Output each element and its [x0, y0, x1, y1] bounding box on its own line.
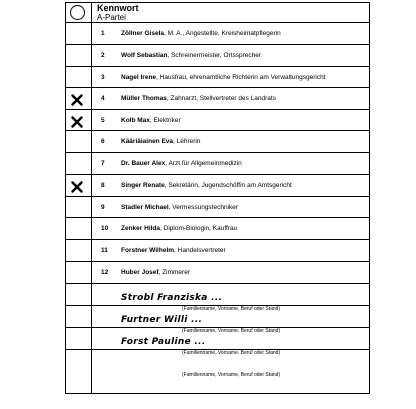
vote-cross-icon [71, 180, 83, 192]
candidate-entry [121, 225, 237, 232]
write-in-hint: (Familienname, Vorname, Beruf oder Stand) [182, 328, 281, 334]
candidate-name: Singer Renate [121, 182, 165, 189]
candidate-number: 3 [101, 73, 105, 81]
candidate-row[interactable] [65, 23, 370, 45]
candidate-row[interactable] [65, 153, 370, 175]
candidate-name: Kääriäiainen Eva [121, 138, 174, 145]
candidate-entry [121, 74, 326, 81]
candidate-entry [121, 138, 201, 145]
candidate-name: Wolf Sebastian [121, 52, 168, 59]
candidate-row[interactable] [65, 88, 370, 110]
candidate-number: 11 [101, 247, 108, 254]
candidate-name: Huber Josef [121, 269, 159, 276]
candidate-entry [121, 30, 281, 37]
candidate-name: Zöllner Gisela [121, 30, 164, 37]
candidate-entry [121, 247, 226, 254]
candidate-row[interactable] [65, 240, 370, 262]
candidate-number: 6 [101, 138, 105, 145]
candidate-description: , Zimmerer [158, 269, 190, 276]
candidate-number: 8 [101, 182, 105, 189]
party-name: A-Partei [97, 13, 126, 22]
candidate-row[interactable] [65, 131, 370, 153]
candidate-entry [121, 204, 238, 211]
candidate-entry [121, 95, 276, 102]
write-in-name: Furtner Willi ... [121, 315, 203, 325]
candidate-row[interactable] [65, 45, 370, 67]
kennwort-label: Kennwort [97, 3, 139, 13]
candidate-name: Stadler Michael [121, 203, 169, 211]
party-vote-circle[interactable] [70, 5, 85, 20]
candidate-number: 9 [101, 203, 105, 211]
candidate-description: , M. A., Angestellte, Kreisheimatpflegerin [164, 30, 281, 37]
candidate-row[interactable] [65, 262, 370, 284]
candidate-entry [121, 117, 181, 124]
candidate-number: 2 [101, 52, 105, 59]
candidate-row[interactable] [65, 218, 370, 240]
candidate-description: , Lehrerin [173, 138, 201, 145]
candidate-row[interactable] [65, 197, 370, 218]
candidate-description: , Diplom-Biologin, Kauffrau [160, 225, 238, 232]
candidate-number: 10 [101, 225, 109, 232]
candidate-description: , Arzt für Allgemeinmedizin [165, 160, 242, 167]
candidate-description: , Vermessungstechniker [168, 203, 239, 211]
candidate-name: Dr. Bauer Alex [121, 160, 166, 167]
candidate-description: , Zahnarzt, Stellvertreter des Landrats [166, 95, 276, 102]
candidate-description: , Schreinermeister, Ortssprecher [167, 52, 262, 59]
candidate-row[interactable] [65, 67, 370, 88]
candidate-description: , Elektriker [149, 116, 181, 124]
candidate-name: Nagel Irene [121, 73, 157, 81]
write-in-name: Forst Pauline ... [121, 337, 206, 347]
candidate-row[interactable] [65, 175, 370, 197]
vote-cross-icon [71, 115, 83, 127]
write-in-hint: (Familienname, Vorname, Beruf oder Stand) [182, 350, 281, 356]
candidate-number: 4 [101, 95, 105, 102]
candidate-name: Zenker Hilda [121, 225, 161, 232]
write-in-name: Strobl Franziska ... [121, 293, 223, 303]
candidate-number: 12 [101, 269, 109, 276]
candidate-number: 1 [101, 30, 105, 37]
candidate-name: Forstner Wilhelm [121, 247, 175, 254]
candidate-name: Kolb Max [121, 116, 150, 124]
candidate-entry [121, 52, 261, 59]
candidate-number: 5 [101, 116, 105, 124]
candidate-row[interactable] [65, 110, 370, 131]
candidate-number: 7 [101, 160, 105, 167]
write-in-hint: (Familienname, Vorname, Beruf oder Stand) [182, 372, 281, 378]
candidate-entry [121, 269, 190, 276]
candidate-name: Müller Thomas [121, 95, 167, 102]
candidate-description: , Hausfrau, ehrenamtliche Richterin am Verwaltungsgericht [156, 73, 326, 81]
candidate-description: , Handelsvertreter [174, 247, 226, 254]
candidate-entry [121, 160, 242, 167]
candidate-description: , Sekretärin, Jugendschöffin am Amtsgericht [164, 182, 292, 189]
candidate-entry [121, 182, 292, 189]
write-in-hint: (Familienname, Vorname, Beruf oder Stand) [182, 306, 281, 312]
vote-cross-icon [71, 93, 83, 105]
